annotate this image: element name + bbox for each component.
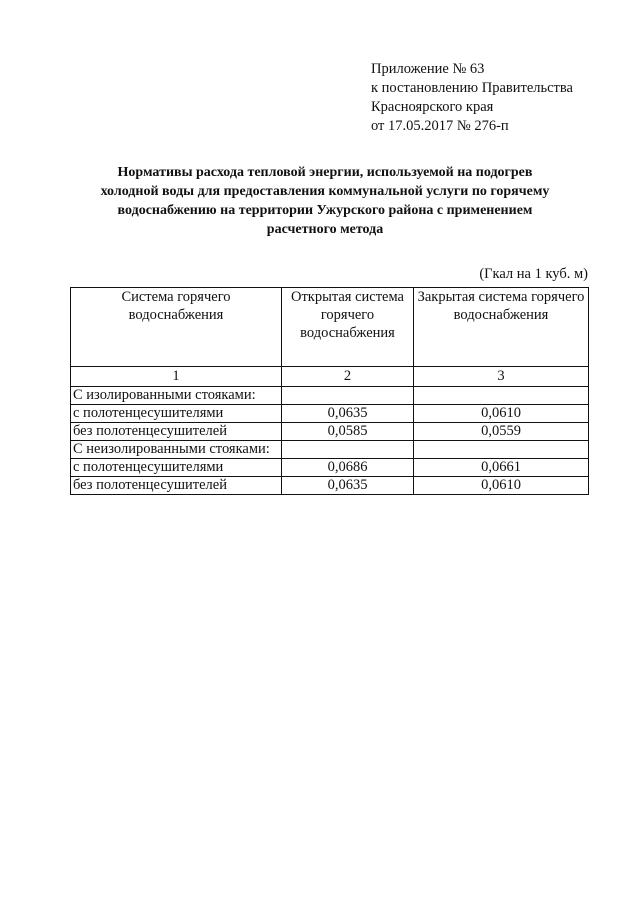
units-label: (Гкал на 1 куб. м) [479, 266, 588, 282]
group-label: С неизолированными стояками: [71, 441, 282, 459]
row-name: с полотенцесушителями [71, 459, 282, 477]
title-line: водоснабжению на территории Ужурского района с применением [117, 203, 533, 218]
title-line: Нормативы расхода тепловой энергии, используемой на подогрев [117, 165, 533, 180]
empty-cell [282, 387, 414, 405]
empty-cell [282, 441, 414, 459]
group-row [71, 387, 589, 405]
row-name: без полотенцесушителей [71, 423, 282, 441]
closed-value: 0,0610 [414, 477, 589, 495]
norms-table [70, 287, 589, 495]
row-name: без полотенцесушителей [71, 477, 282, 495]
open-value: 0,0635 [282, 477, 414, 495]
table-header-row [71, 288, 589, 367]
column-number: 2 [282, 367, 414, 387]
header-cell: Система горячего водоснабжения [71, 288, 282, 367]
document-title [60, 163, 590, 239]
table-row [71, 405, 589, 423]
attachment-line: от 17.05.2017 № 276-п [371, 118, 509, 134]
closed-value: 0,0610 [414, 405, 589, 423]
group-row [71, 441, 589, 459]
empty-cell [414, 441, 589, 459]
table-row [71, 423, 589, 441]
attachment-line: Приложение № 63 [371, 61, 485, 77]
header-cell: Открытая система горячего водоснабжения [282, 288, 414, 367]
table-row [71, 459, 589, 477]
empty-cell [414, 387, 589, 405]
group-label: С изолированными стояками: [71, 387, 282, 405]
row-name: с полотенцесушителями [71, 405, 282, 423]
title-line: расчетного метода [266, 222, 384, 237]
open-value: 0,0585 [282, 423, 414, 441]
attachment-line: к постановлению Правительства [371, 80, 573, 96]
closed-value: 0,0559 [414, 423, 589, 441]
attachment-line: Красноярского края [371, 99, 494, 115]
open-value: 0,0635 [282, 405, 414, 423]
title-line: холодной воды для предоставления коммунальной услуги по горячему [100, 184, 550, 199]
column-number: 3 [414, 367, 589, 387]
table-row [71, 477, 589, 495]
attachment-header [371, 60, 573, 136]
open-value: 0,0686 [282, 459, 414, 477]
column-number-row [71, 367, 589, 387]
column-number: 1 [71, 367, 282, 387]
closed-value: 0,0661 [414, 459, 589, 477]
header-cell: Закрытая система горячего водоснабжения [414, 288, 589, 367]
